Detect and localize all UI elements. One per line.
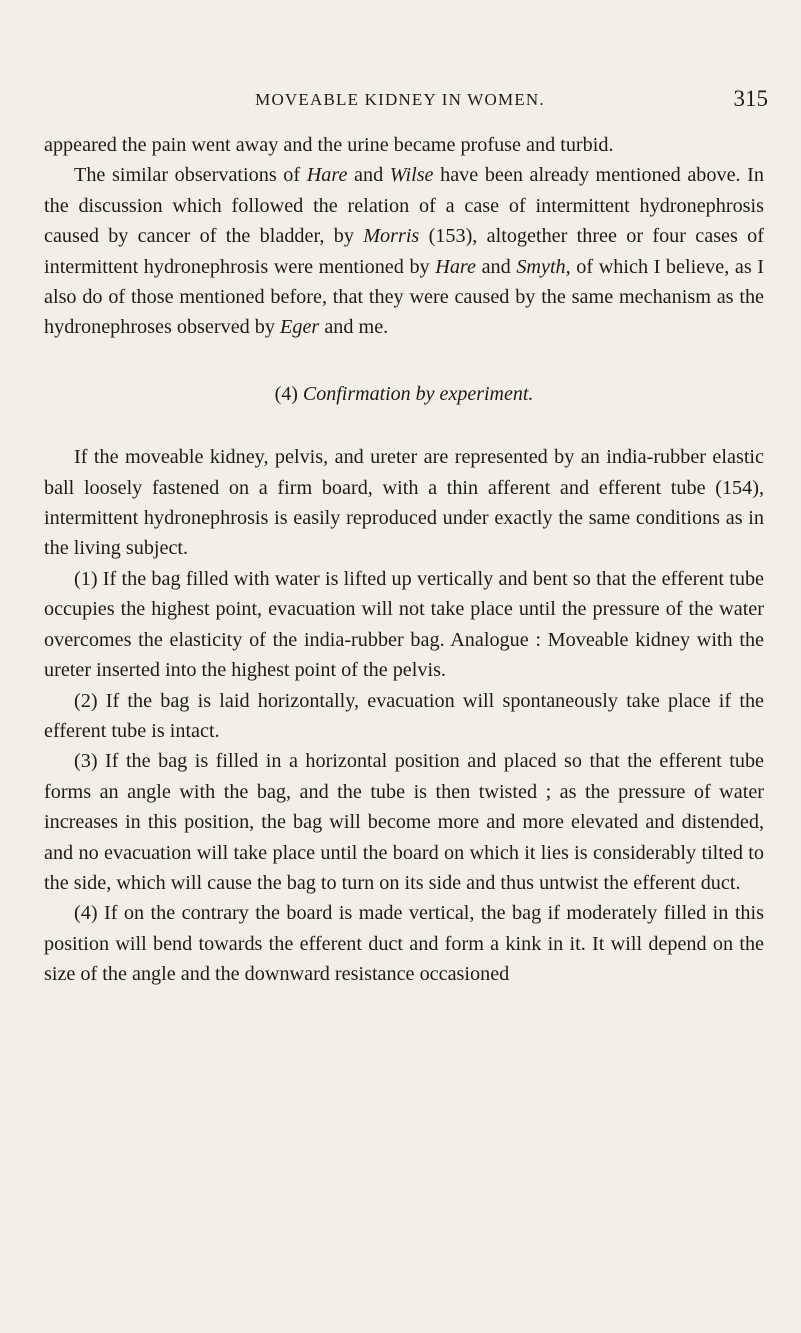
- paragraph-case-2: (2) If the bag is laid horizontally, evacuation will spontaneously take place if the efferent tube is intact.: [44, 689, 764, 742]
- page-number: 315: [733, 86, 768, 111]
- author-eger: Eger: [280, 316, 320, 339]
- paragraph-experiment-intro: If the moveable kidney, pelvis, and ureter are represented by an india-rubber elastic ball loosely fastened on a firm board, with a thin afferent and efferent tube (154), intermittent hydronephrosis is easily reproduced under exactly the same conditions as in the living subject.: [44, 446, 764, 560]
- author-wilse: Wilse: [389, 164, 434, 187]
- author-morris: Morris: [363, 225, 420, 248]
- section-title: Confirmation by experiment.: [302, 382, 534, 405]
- running-title: MOVEABLE KIDNEY IN WOMEN.: [255, 90, 545, 109]
- section-number: (4): [274, 382, 298, 405]
- paragraph-similar-observations: The similar observations of Hare and Wilse have been already mentioned above. In the discussion which followed the relation of a case of intermittent hydronephrosis caused by cancer of the bladder, by Morris (153), altogether three or four cases of intermittent hydronephrosis were mentioned by Hare and Smyth, of which I believe, as I also do of those mentioned before, that they were caused by the same mechanism as the hydronephroses observed by Eger and me.: [44, 164, 764, 339]
- body-text: [44, 130, 764, 990]
- running-head: [30, 86, 770, 116]
- author-smyth: Smyth,: [516, 255, 571, 278]
- author-hare-2: Hare: [435, 255, 476, 278]
- paragraph-continuation: appeared the pain went away and the urine became profuse and turbid.: [44, 134, 614, 156]
- section-heading: [44, 379, 764, 409]
- paragraph-case-1: (1) If the bag filled with water is lifted up vertically and bent so that the efferent tube occupies the highest point, evacuation will not take place until the pressure of the water overcomes the elasticity of the india-rubber bag. Analogue : Moveable kidney with the ureter inserted into the highest point of the pelvis.: [44, 567, 764, 682]
- author-hare: Hare: [306, 164, 348, 187]
- paragraph-case-3: (3) If the bag is filled in a horizontal position and placed so that the efferent tube forms an angle with the bag, and the tube is then twisted ; as the pressure of water increases in this position, the bag will become more and more elevated and distended, and no evacuation will take place until the board on which it lies is considerably tilted to the side, which will cause the bag to turn on its side and thus untwist the efferent duct.: [44, 750, 764, 894]
- paragraph-case-4: (4) If on the contrary the board is made vertical, the bag if moderately filled in this position will bend towards the efferent duct and form a kink in it. It will depend on the size of the angle and the downward resistance occasioned: [44, 902, 764, 986]
